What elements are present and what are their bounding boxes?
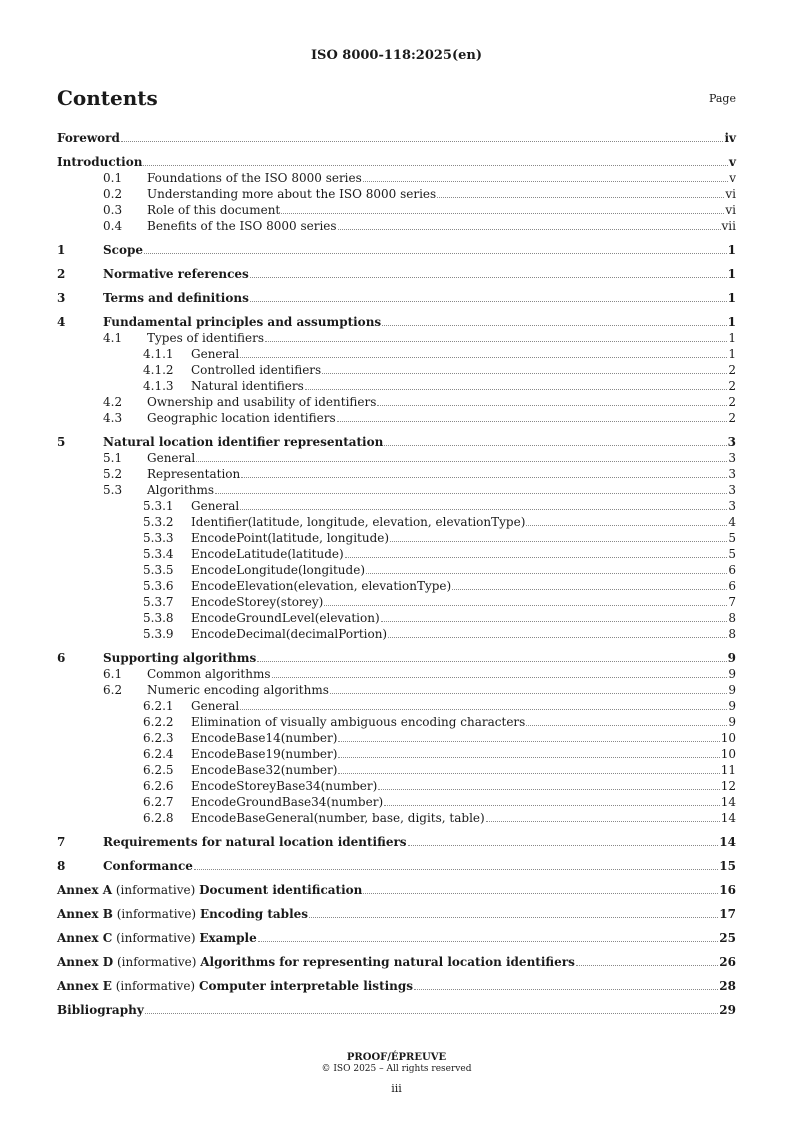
dot-leader <box>324 604 727 606</box>
toc-entry-title: Elimination of visually ambiguous encoding characters <box>191 715 526 729</box>
dot-leader <box>486 820 720 822</box>
dot-leader <box>258 940 719 942</box>
toc-entry[interactable] <box>57 610 736 626</box>
annex-title: Algorithms for representing natural location identifiers <box>200 955 575 969</box>
toc-entry[interactable] <box>57 450 736 466</box>
toc-entry-title <box>57 954 575 970</box>
dot-leader <box>388 636 727 638</box>
toc-entry[interactable] <box>57 730 736 746</box>
toc-entry-number: 6.1 <box>103 667 123 681</box>
toc-entry-page: vi <box>725 203 736 217</box>
toc-entry-number: 6.2.6 <box>143 779 174 793</box>
toc-entry-page: 14 <box>720 811 736 825</box>
dot-leader <box>384 444 726 446</box>
toc-entry-page: 15 <box>719 859 736 873</box>
toc-entry-number: 5.1 <box>103 451 123 465</box>
toc-entry-number: 6.2.4 <box>143 747 174 761</box>
toc-entry[interactable] <box>57 698 736 714</box>
toc-entry[interactable] <box>57 130 736 146</box>
annex-title: Document identification <box>199 883 363 897</box>
toc-entry-page: 8 <box>728 627 736 641</box>
toc-entry-title: Representation <box>147 467 241 481</box>
toc-entry-number: 0.4 <box>103 219 123 233</box>
toc-entry-page: 26 <box>719 955 736 969</box>
toc-entry[interactable] <box>57 594 736 610</box>
toc-entry-page: 9 <box>728 667 736 681</box>
table-of-contents <box>57 130 736 1018</box>
dot-leader <box>322 372 727 374</box>
toc-entry-number: 4.1.1 <box>143 347 174 361</box>
toc-entry[interactable] <box>57 778 736 794</box>
toc-entry[interactable] <box>57 858 736 874</box>
toc-entry-page: 3 <box>728 483 736 497</box>
dot-leader <box>240 356 727 358</box>
toc-entry-page: v <box>729 171 736 185</box>
toc-entry[interactable] <box>57 562 736 578</box>
toc-entry-title: Conformance <box>103 859 193 873</box>
toc-entry-number: 5.3.7 <box>143 595 174 609</box>
toc-entry-number: 6.2.7 <box>143 795 174 809</box>
annex-title: Encoding tables <box>199 907 309 921</box>
annex-label: Annex B <box>57 907 113 921</box>
toc-entry-page: 9 <box>728 683 736 697</box>
toc-entry-number: 2 <box>57 267 66 281</box>
toc-entry-title: EncodeGroundBase34(number) <box>191 795 384 809</box>
toc-entry-title: Types of identifiers <box>147 331 265 345</box>
dot-leader <box>196 460 727 462</box>
toc-entry[interactable] <box>57 410 736 426</box>
toc-entry[interactable] <box>57 394 736 410</box>
toc-entry-title: Role of this document <box>147 203 281 217</box>
dot-leader <box>194 868 718 870</box>
dot-leader <box>143 164 728 166</box>
dot-leader <box>378 788 719 790</box>
toc-entry[interactable] <box>57 498 736 514</box>
toc-entry-title <box>57 906 308 922</box>
dot-leader <box>337 420 728 422</box>
toc-entry[interactable] <box>57 170 736 186</box>
toc-entry-title: General <box>191 699 240 713</box>
toc-entry[interactable] <box>57 466 736 482</box>
toc-entry-page: 7 <box>728 595 736 609</box>
toc-entry-page: 2 <box>728 379 736 393</box>
toc-entry-title: Introduction <box>57 155 143 169</box>
toc-entry-number: 7 <box>57 835 66 849</box>
toc-entry-page: v <box>729 155 736 169</box>
toc-entry-page: 5 <box>728 547 736 561</box>
page-column-label: Page <box>708 92 736 105</box>
toc-entry-page: 2 <box>728 411 736 425</box>
toc-entry-page: 1 <box>727 267 736 281</box>
toc-entry-page: 9 <box>728 699 736 713</box>
dot-leader <box>381 620 728 622</box>
dot-leader <box>330 692 727 694</box>
toc-entry[interactable] <box>57 154 736 170</box>
annex-qualifier: (informative) <box>116 931 196 945</box>
toc-entry[interactable] <box>57 330 736 346</box>
dot-leader <box>305 388 728 390</box>
toc-entry-number: 6.2.3 <box>143 731 174 745</box>
dot-leader <box>250 276 727 278</box>
toc-entry-page: 5 <box>728 531 736 545</box>
dot-leader <box>366 572 727 574</box>
toc-entry[interactable] <box>57 834 736 850</box>
dot-leader <box>215 492 727 494</box>
dot-leader <box>265 340 727 342</box>
toc-entry-title: Fundamental principles and assumptions <box>103 315 382 329</box>
toc-entry-page: 3 <box>727 435 736 449</box>
toc-entry-page: 9 <box>728 715 736 729</box>
toc-entry[interactable] <box>57 954 736 970</box>
toc-entry[interactable] <box>57 290 736 306</box>
page-footer <box>0 1052 793 1095</box>
toc-entry-page: 11 <box>720 763 736 777</box>
toc-entry-page: 1 <box>727 315 736 329</box>
dot-leader <box>241 476 727 478</box>
annex-title: Computer interpretable listings <box>198 979 414 993</box>
dot-leader <box>437 196 724 198</box>
toc-entry-number: 5.3.3 <box>143 531 174 545</box>
toc-entry[interactable] <box>57 346 736 362</box>
toc-entry-number: 3 <box>57 291 66 305</box>
dot-leader <box>338 756 719 758</box>
toc-entry-number: 5.3.5 <box>143 563 174 577</box>
toc-entry[interactable] <box>57 882 736 898</box>
toc-entry-title: Natural identifiers <box>191 379 304 393</box>
annex-title: Example <box>199 931 257 945</box>
toc-entry-number: 6.2.2 <box>143 715 174 729</box>
dot-leader <box>257 660 726 662</box>
toc-entry-title: EncodeBase19(number) <box>191 747 338 761</box>
toc-entry-page: 10 <box>720 747 736 761</box>
toc-entry-title: EncodeDecimal(decimalPortion) <box>191 627 388 641</box>
annex-qualifier: (informative) <box>116 907 197 921</box>
dot-leader <box>338 740 719 742</box>
dot-leader <box>408 844 719 846</box>
toc-entry[interactable] <box>57 666 736 682</box>
dot-leader <box>526 724 727 726</box>
toc-entry-title: EncodeBase32(number) <box>191 763 338 777</box>
dot-leader <box>414 988 718 990</box>
toc-entry-number: 4.1 <box>103 331 123 345</box>
dot-leader <box>281 212 724 214</box>
contents-heading: Contents <box>57 86 158 110</box>
page-number: iii <box>391 1082 402 1095</box>
toc-entry[interactable] <box>57 626 736 642</box>
toc-entry-page: 3 <box>728 467 736 481</box>
toc-entry-number: 5.2 <box>103 467 123 481</box>
toc-entry-page: 1 <box>728 331 736 345</box>
toc-entry-page: 17 <box>719 907 736 921</box>
dot-leader <box>363 180 728 182</box>
toc-entry-number: 5.3.4 <box>143 547 174 561</box>
toc-entry-page: 12 <box>720 779 736 793</box>
toc-entry[interactable] <box>57 746 736 762</box>
toc-entry-title: Understanding more about the ISO 8000 series <box>147 187 437 201</box>
toc-entry-number: 4.1.2 <box>143 363 174 377</box>
toc-entry[interactable] <box>57 242 736 258</box>
toc-entry[interactable] <box>57 682 736 698</box>
dot-leader <box>338 228 721 230</box>
toc-entry-title: EncodeElevation(elevation, elevationType) <box>191 579 452 593</box>
toc-entry[interactable] <box>57 218 736 234</box>
toc-entry-title: EncodeGroundLevel(elevation) <box>191 611 380 625</box>
dot-leader <box>121 140 724 142</box>
toc-entry-page: 6 <box>728 563 736 577</box>
toc-entry[interactable] <box>57 930 736 946</box>
toc-entry-title <box>57 930 257 946</box>
toc-entry[interactable] <box>57 202 736 218</box>
toc-entry-page: 1 <box>727 291 736 305</box>
toc-entry-title: General <box>191 347 240 361</box>
toc-entry-page: 10 <box>720 731 736 745</box>
toc-entry-title: EncodeStoreyBase34(number) <box>191 779 378 793</box>
toc-entry-number: 8 <box>57 859 66 873</box>
toc-entry-number: 5.3.9 <box>143 627 174 641</box>
toc-entry-title: EncodeLongitude(longitude) <box>191 563 365 577</box>
toc-entry[interactable] <box>57 530 736 546</box>
dot-leader <box>309 916 718 918</box>
toc-entry-title: General <box>147 451 196 465</box>
toc-entry-page: iv <box>724 131 736 145</box>
toc-entry[interactable] <box>57 514 736 530</box>
toc-entry-title: Scope <box>103 243 144 257</box>
toc-entry-number: 6.2.5 <box>143 763 174 777</box>
toc-entry[interactable] <box>57 762 736 778</box>
toc-entry-title: Normative references <box>103 267 249 281</box>
toc-entry[interactable] <box>57 714 736 730</box>
toc-entry-page: 4 <box>728 515 736 529</box>
toc-entry-number: 6.2.1 <box>143 699 174 713</box>
dot-leader <box>145 1012 719 1014</box>
toc-entry-title: Common algorithms <box>147 667 271 681</box>
toc-entry[interactable] <box>57 434 736 450</box>
toc-entry-page: 2 <box>728 395 736 409</box>
annex-label: Annex C <box>57 931 113 945</box>
toc-entry-title: Geographic location identifiers <box>147 411 336 425</box>
dot-leader <box>240 708 727 710</box>
toc-entry-number: 6 <box>57 651 66 665</box>
dot-leader <box>338 772 719 774</box>
toc-entry-page: 1 <box>727 243 736 257</box>
toc-entry[interactable] <box>57 482 736 498</box>
toc-entry-page: 2 <box>728 363 736 377</box>
toc-entry-number: 0.1 <box>103 171 123 185</box>
toc-entry[interactable] <box>57 186 736 202</box>
toc-entry[interactable] <box>57 1002 736 1018</box>
toc-entry-title: EncodeLatitude(latitude) <box>191 547 344 561</box>
dot-leader <box>250 300 727 302</box>
toc-entry-title: Controlled identifiers <box>191 363 322 377</box>
toc-entry-title: Identifier(latitude, longitude, elevation, elevationType) <box>191 515 526 529</box>
dot-leader <box>377 404 727 406</box>
toc-entry-page: 3 <box>728 499 736 513</box>
copyright-notice: © ISO 2025 – All rights reserved <box>321 1064 472 1074</box>
toc-entry[interactable] <box>57 978 736 994</box>
toc-entry-page: vi <box>725 187 736 201</box>
toc-entry-page: 9 <box>727 651 736 665</box>
toc-entry-page: 14 <box>719 835 736 849</box>
toc-entry-title: EncodeStorey(storey) <box>191 595 324 609</box>
toc-entry[interactable] <box>57 650 736 666</box>
toc-entry-title: Benefits of the ISO 8000 series <box>147 219 337 233</box>
toc-entry[interactable] <box>57 378 736 394</box>
toc-entry-page: 14 <box>720 795 736 809</box>
toc-entry-number: 4.3 <box>103 411 123 425</box>
toc-entry-title: Ownership and usability of identifiers <box>147 395 377 409</box>
toc-entry-page: 28 <box>719 979 736 993</box>
toc-entry[interactable] <box>57 362 736 378</box>
toc-entry[interactable] <box>57 578 736 594</box>
toc-entry-number: 5.3.2 <box>143 515 174 529</box>
dot-leader <box>382 324 726 326</box>
toc-entry-title: EncodeBaseGeneral(number, base, digits, table) <box>191 811 485 825</box>
toc-entry[interactable] <box>57 794 736 810</box>
dot-leader <box>240 508 727 510</box>
annex-qualifier: (informative) <box>116 955 197 969</box>
toc-entry-title: Foreword <box>57 131 120 145</box>
toc-entry[interactable] <box>57 906 736 922</box>
toc-entry-number: 6.2 <box>103 683 123 697</box>
toc-entry-number: 1 <box>57 243 66 257</box>
dot-leader <box>576 964 718 966</box>
toc-entry-number: 6.2.8 <box>143 811 174 825</box>
toc-entry-page: 25 <box>719 931 736 945</box>
toc-entry[interactable] <box>57 810 736 826</box>
dot-leader <box>363 892 718 894</box>
toc-entry-number: 0.2 <box>103 187 123 201</box>
dot-leader <box>390 540 727 542</box>
toc-entry-page: 16 <box>719 883 736 897</box>
toc-entry-title: EncodePoint(latitude, longitude) <box>191 531 390 545</box>
toc-entry-title: Terms and definitions <box>103 291 249 305</box>
dot-leader <box>345 556 728 558</box>
toc-entry-title: Foundations of the ISO 8000 series <box>147 171 362 185</box>
annex-label: Annex D <box>57 955 114 969</box>
toc-entry-page: 8 <box>728 611 736 625</box>
toc-entry-page: 1 <box>728 347 736 361</box>
toc-entry-number: 5.3.8 <box>143 611 174 625</box>
toc-entry-title: Algorithms <box>147 483 215 497</box>
dot-leader <box>272 676 728 678</box>
toc-entry-title: General <box>191 499 240 513</box>
annex-label: Annex A <box>57 883 113 897</box>
annex-qualifier: (informative) <box>115 979 196 993</box>
toc-entry-title: EncodeBase14(number) <box>191 731 338 745</box>
toc-entry-number: 5.3.1 <box>143 499 174 513</box>
toc-entry-title: Bibliography <box>57 1003 144 1017</box>
toc-entry-number: 5.3.6 <box>143 579 174 593</box>
toc-entry-number: 5.3 <box>103 483 123 497</box>
toc-entry-page: vii <box>721 219 736 233</box>
annex-label: Annex E <box>57 979 112 993</box>
dot-leader <box>452 588 727 590</box>
toc-entry-page: 3 <box>728 451 736 465</box>
toc-entry-number: 4 <box>57 315 66 329</box>
toc-entry[interactable] <box>57 546 736 562</box>
toc-entry[interactable] <box>57 266 736 282</box>
toc-entry-title: Supporting algorithms <box>103 651 257 665</box>
proof-label: PROOF/ÉPREUVE <box>346 1052 447 1063</box>
toc-entry-page: 29 <box>719 1003 736 1017</box>
toc-entry-number: 0.3 <box>103 203 123 217</box>
toc-entry-title <box>57 882 362 898</box>
document-id-header: ISO 8000-118:2025(en) <box>310 48 483 63</box>
toc-entry-title: Numeric encoding algorithms <box>147 683 329 697</box>
toc-entry-number: 5 <box>57 435 66 449</box>
dot-leader <box>526 524 727 526</box>
toc-entry-title <box>57 978 413 994</box>
toc-entry-title: Natural location identifier representation <box>103 435 384 449</box>
toc-entry-number: 4.1.3 <box>143 379 174 393</box>
annex-qualifier: (informative) <box>115 883 196 897</box>
toc-entry-number: 4.2 <box>103 395 123 409</box>
toc-entry-page: 6 <box>728 579 736 593</box>
dot-leader <box>144 252 727 254</box>
dot-leader <box>384 804 720 806</box>
toc-entry[interactable] <box>57 314 736 330</box>
toc-entry-title: Requirements for natural location identifiers <box>103 835 407 849</box>
